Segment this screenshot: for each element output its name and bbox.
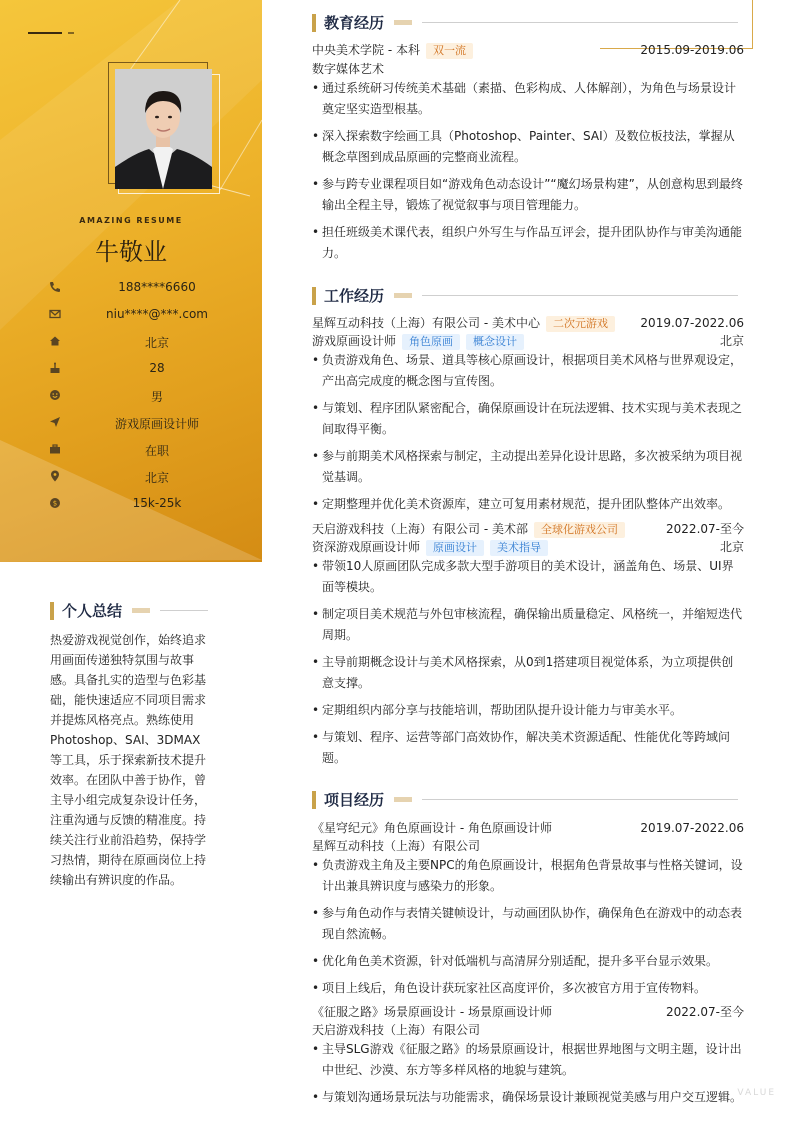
job-company: 星辉互动科技（上海）有限公司 - 美术中心 xyxy=(312,316,540,330)
info-home xyxy=(48,332,248,352)
section-bar xyxy=(312,14,316,32)
info-email xyxy=(48,305,248,325)
project-bullets xyxy=(312,1039,744,1114)
projects-section xyxy=(312,789,744,1104)
project-date: 2019.07-2022.06 xyxy=(640,821,744,835)
location-text: 北京 xyxy=(144,471,169,485)
info-phone xyxy=(48,278,248,298)
status-text: 在职 xyxy=(144,444,169,458)
education-section xyxy=(312,12,744,260)
education-bullets xyxy=(312,78,744,270)
project-date: 2022.07-至今 xyxy=(666,1005,744,1019)
info-salary xyxy=(48,494,248,514)
job-date: 2019.07-2022.06 xyxy=(640,316,744,330)
sidebar xyxy=(0,0,262,562)
list-item: • 与策划、程序团队紧密配合，确保原画设计在玩法逻辑、技术实现与美术表现之间取得平衡。 xyxy=(312,398,744,440)
gender-text: 男 xyxy=(150,390,163,404)
project-company-row xyxy=(312,837,744,855)
company-tag: 全球化游戏公司 xyxy=(534,522,625,538)
school-name: 中央美术学院 - 本科 xyxy=(312,43,420,57)
section-divider xyxy=(422,295,738,296)
section-bar xyxy=(312,791,316,809)
list-item: • 主导前期概念设计与美术风格探索，从0到1搭建项目视觉体系，为立项提供创意支撑。 xyxy=(312,652,744,694)
list-item: • 负责游戏主角及主要NPC的角色原画设计，根据角色背景故事与性格关键词，设计出兼具辨识度与感染力的形象。 xyxy=(312,855,744,897)
section-divider xyxy=(422,799,738,800)
summary-header xyxy=(50,600,208,618)
major-name: 数字媒体艺术 xyxy=(312,62,385,76)
section-bar xyxy=(50,602,54,620)
list-item: • 定期组织内部分享与技能培训，帮助团队提升设计能力与审美水平。 xyxy=(312,700,744,721)
watermark: VALUE xyxy=(737,1088,776,1098)
school-tag: 双一流 xyxy=(426,43,473,59)
send-icon xyxy=(48,415,62,429)
accent-dash-small xyxy=(68,32,74,34)
list-item: • 担任班级美术课代表，组织户外写生与作品互评会，提升团队协作与审美沟通能力。 xyxy=(312,222,744,264)
work-header xyxy=(312,285,744,305)
education-header xyxy=(312,12,744,32)
section-divider xyxy=(422,22,738,23)
list-item: • 参与角色动作与表情关键帧设计，与动画团队协作，确保角色在游戏中的动态表现自然流畅。 xyxy=(312,903,744,945)
project-bullets xyxy=(312,855,744,1005)
skill-tag: 角色原画 xyxy=(402,334,460,350)
job-city: 北京 xyxy=(719,334,744,348)
section-bar xyxy=(312,287,316,305)
project-header-row xyxy=(312,1003,744,1021)
job-city: 北京 xyxy=(719,540,744,554)
summary-title: 个人总结 xyxy=(62,602,123,620)
smile-icon xyxy=(48,388,62,402)
info-gender xyxy=(48,386,248,406)
job-company: 天启游戏科技（上海）有限公司 - 美术部 xyxy=(312,522,528,536)
skill-tag: 概念设计 xyxy=(466,334,524,350)
list-item: • 优化角色美术资源，针对低端机与高清屏分别适配，提升多平台显示效果。 xyxy=(312,951,744,972)
company-tag: 二次元游戏 xyxy=(546,316,615,332)
major-row xyxy=(312,60,744,78)
projects-header xyxy=(312,789,744,809)
project-name: 《征服之路》场景原画设计 - 场景原画设计师 xyxy=(312,1005,552,1019)
info-location xyxy=(48,467,248,487)
project-company: 天启游戏科技（上海）有限公司 xyxy=(312,1023,481,1037)
education-date: 2015.09-2019.06 xyxy=(640,43,744,57)
phone-text: 188****6660 xyxy=(118,280,196,294)
job-bullets xyxy=(312,556,744,775)
phone-icon xyxy=(48,280,62,294)
list-item: • 主导SLG游戏《征服之路》的场景原画设计，根据世界地图与文明主题，设计出中世纪、沙漠、东方等多样风格的地貌与建筑。 xyxy=(312,1039,744,1081)
project-company-row xyxy=(312,1021,744,1039)
job-role-row xyxy=(312,538,744,556)
education-row xyxy=(312,41,744,59)
job-header-row xyxy=(312,314,744,332)
briefcase-icon xyxy=(48,442,62,456)
accent-dash xyxy=(28,32,62,34)
money-icon xyxy=(48,496,62,510)
project-name: 《星穹纪元》角色原画设计 - 角色原画设计师 xyxy=(312,821,552,835)
email-text: niu****@***.com xyxy=(106,307,208,321)
avatar xyxy=(115,69,212,189)
list-item: • 通过系统研习传统美术基础（素描、色彩构成、人体解剖），为角色与场景设计奠定坚实造型根基。 xyxy=(312,78,744,120)
list-item: • 负责游戏角色、场景、道具等核心原画设计，根据项目美术风格与世界观设定，产出高完成度的概念图与宣传图。 xyxy=(312,350,744,392)
job-date: 2022.07-至今 xyxy=(666,522,744,536)
work-section xyxy=(312,285,744,765)
cake-icon xyxy=(48,361,62,375)
section-pill xyxy=(394,797,412,802)
position-text: 游戏原画设计师 xyxy=(114,417,199,431)
skill-tag: 原画设计 xyxy=(426,540,484,556)
list-item: • 制定项目美术规范与外包审核流程，确保输出质量稳定、风格统一，并缩短迭代周期。 xyxy=(312,604,744,646)
project-company: 星辉互动科技（上海）有限公司 xyxy=(312,839,481,853)
svg-text:$: $ xyxy=(52,499,58,508)
skill-tag: 美术指导 xyxy=(490,540,548,556)
list-item: • 与策划沟通场景玩法与功能需求，确保场景设计兼顾视觉美感与用户交互逻辑。 xyxy=(312,1087,744,1108)
person-name: 牛敬业 xyxy=(95,238,167,266)
list-item: • 参与跨专业课程项目如“游戏角色动态设计”“魔幻场景构建”，从创意构思到最终输出全程主导，锻炼了视觉叙事与项目管理能力。 xyxy=(312,174,744,216)
job-role-row xyxy=(312,332,744,350)
salary-text: 15k-25k xyxy=(132,496,182,510)
education-title: 教育经历 xyxy=(324,14,385,32)
mail-icon xyxy=(48,307,62,321)
projects-title: 项目经历 xyxy=(324,791,385,809)
job-bullets xyxy=(312,350,744,521)
job-header-row xyxy=(312,520,744,538)
list-item: • 定期整理并优化美术资源库，建立可复用素材规范，提升团队整体产出效率。 xyxy=(312,494,744,515)
section-pill xyxy=(394,293,412,298)
list-item: • 项目上线后，角色设计获玩家社区高度评价，多次被官方用于宣传物料。 xyxy=(312,978,744,999)
work-title: 工作经历 xyxy=(324,287,385,305)
job-role: 游戏原画设计师 xyxy=(312,334,397,348)
job-role: 资深游戏原画设计师 xyxy=(312,540,421,554)
location-icon xyxy=(48,469,62,483)
list-item: • 参与前期美术风格探索与制定，主动提出差异化设计思路，多次被采纳为项目视觉基调。 xyxy=(312,446,744,488)
resume-subtitle: AMAZING RESUME xyxy=(79,216,183,225)
section-pill xyxy=(132,608,150,613)
section-divider xyxy=(160,610,208,611)
info-position xyxy=(48,413,248,433)
info-status xyxy=(48,440,248,460)
project-header-row xyxy=(312,819,744,837)
list-item: • 深入探索数字绘画工具（Photoshop、Painter、SAI）及数位板技法，掌握从概念草图到成品原画的完整商业流程。 xyxy=(312,126,744,168)
list-item: • 与策划、程序、运营等部门高效协作，解决美术资源适配、性能优化等跨域问题。 xyxy=(312,727,744,769)
home-icon xyxy=(48,334,62,348)
section-pill xyxy=(394,20,412,25)
summary-text: 热爱游戏视觉创作，始终追求用画面传递独特氛围与故事感。具备扎实的造型与色彩基础，能快速适应不同项目需求并提炼风格亮点。熟练使用Photoshop、SAI、3DMAX等工具，乐于探索新技术提升效率。在团队中善于协作，曾主导小组完成复杂设计任务，注重沟通与反馈的精准度。持续关注行业前沿趋势，保持学习热情，期待在原画岗位上持续输出有辨识度的作品。 xyxy=(50,633,207,887)
list-item: • 带领10人原画团队完成多款大型手游项目的美术设计，涵盖角色、场景、UI界面等模块。 xyxy=(312,556,744,598)
info-age xyxy=(48,359,248,379)
age-text: 28 xyxy=(149,361,165,375)
hometown-text: 北京 xyxy=(144,336,169,350)
